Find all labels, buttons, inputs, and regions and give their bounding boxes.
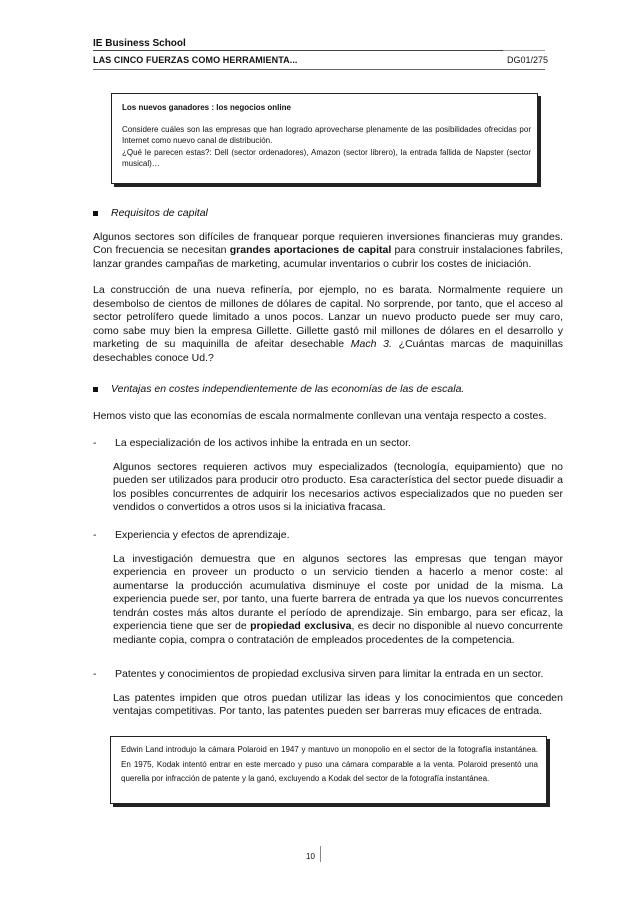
section-capital-requirements (93, 207, 563, 365)
callout-box-online-winners (111, 93, 538, 184)
paragraph: La construcción de una nueva refinería, por ejemplo, no es barata. Normalmente requiere un desembolso de cientos de millones de dólares de capital. No sorprende, por tanto, que el acceso al sector petrolífero quede limitado a unos pocos. Lanzar un nuevo producto puede ser muy caro, como sabe muy bien la empresa Gillette. Gillette gastó mil millones de dólares en el desarrollo y marketing de su maquinilla de afeitar desechable Mach 3. ¿Cuántas marcas de maquinillas desechables conoce Ud.? (93, 284, 563, 364)
dash-heading: - Patentes y conocimientos de propiedad exclusiva sirven para limitar la entrada en un sector. (93, 668, 544, 680)
bullet-heading (93, 207, 563, 221)
square-bullet-icon (93, 211, 98, 216)
paragraph: La investigación demuestra que en algunos sectores las empresas que tengan mayor experiencia en proveer un producto o un servicio tienden a hacerlo a menor coste: al aumentarse la producción acumulativa disminuye el coste por unidad de la misma. La experiencia puede ser, por tanto, una fuerte barrera de entrada ya que los nuevos concurrentes tendrán costes más altos durante el período de aprendizaje. Sin embargo, para ser eficaz, la experiencia tiene que ser de propiedad exclusiva, es decir no disponible al nuevo concurrente mediante copia, compra o contratación de empleados procedentes de la competencia. (113, 552, 563, 646)
subsection-experience (93, 529, 563, 647)
dash-heading: - Experiencia y efectos de aprendizaje. (93, 529, 290, 541)
callout-paragraph: Edwin Land introdujo la cámara Polaroid en 1947 y mantuvo un monopolio en el sector de la fotografía instantánea. En 1975, Kodak intentó entrar en este mercado y puso una cámara comparable a la venta. Polaroid presentó una querella por infracción de patente y la ganó, excluyendo a Kodak del sector de la fotografía instantánea. (121, 745, 538, 783)
bullet-text: Requisitos de capital (111, 207, 208, 219)
square-bullet-icon (93, 387, 98, 392)
paragraph: Hemos visto que las economías de escala normalmente conllevan una ventaja respecto a costes. (93, 409, 547, 422)
header-title: LAS CINCO FUERZAS COMO HERRAMIENTA... (93, 55, 298, 65)
paragraph: Algunos sectores requieren activos muy especializados (tecnología, equipamiento) que no pueden ser utilizados para producir otro producto. Esa característica del sector puede disuadir a los posibles concurrentes de adquirir los necesarios activos especializados que no pueden ser vendidos o convertidos a otros usos si la iniciativa fracasa. (113, 460, 563, 513)
callout-title: Los nuevos ganadores : los negocios online (122, 103, 291, 112)
section-cost-advantages (93, 383, 563, 423)
bullet-text: Ventajas en costes independientemente de las economías de las de escala. (111, 383, 465, 395)
callout-paragraph-2: ¿Qué le parecen estas?: Dell (sector ordenadores), Amazon (sector librero), la entrada fallida de Napster (sector musical)… (122, 147, 531, 168)
subsection-patents (93, 668, 563, 719)
subsection-asset-specialization (93, 437, 563, 515)
page-number: 10 (306, 852, 315, 861)
callout-paragraph-1: Considere cuáles son las empresas que han logrado aprovecharse plenamente de las posibilidades ofrecidas por Internet como nuevo canal de distribución. (122, 124, 531, 145)
header-code: DG01/275 (507, 55, 549, 65)
header-rule-bottom (93, 69, 545, 70)
header-rule-top (93, 50, 503, 51)
page-number-divider (320, 846, 321, 862)
bullet-heading (93, 383, 563, 397)
callout-box-polaroid (110, 736, 547, 804)
header-rule-top-right (503, 50, 545, 51)
header-school: IE Business School (93, 38, 186, 49)
paragraph: Las patentes impiden que otros puedan utilizar las ideas y los conocimientos que conceden ventajas competitivas. Por tanto, las patentes pueden ser barreras muy eficaces de entrada. (113, 691, 563, 717)
paragraph: Algunos sectores son difíciles de franquear porque requieren inversiones financieras muy grandes. Con frecuencia se necesitan grandes aportaciones de capital para construir instalaciones fabriles, lanzar grandes campañas de marketing, acumular inventarios o cubrir los costes de iniciación. (93, 230, 564, 270)
dash-heading: - La especialización de los activos inhibe la entrada en un sector. (93, 437, 411, 449)
